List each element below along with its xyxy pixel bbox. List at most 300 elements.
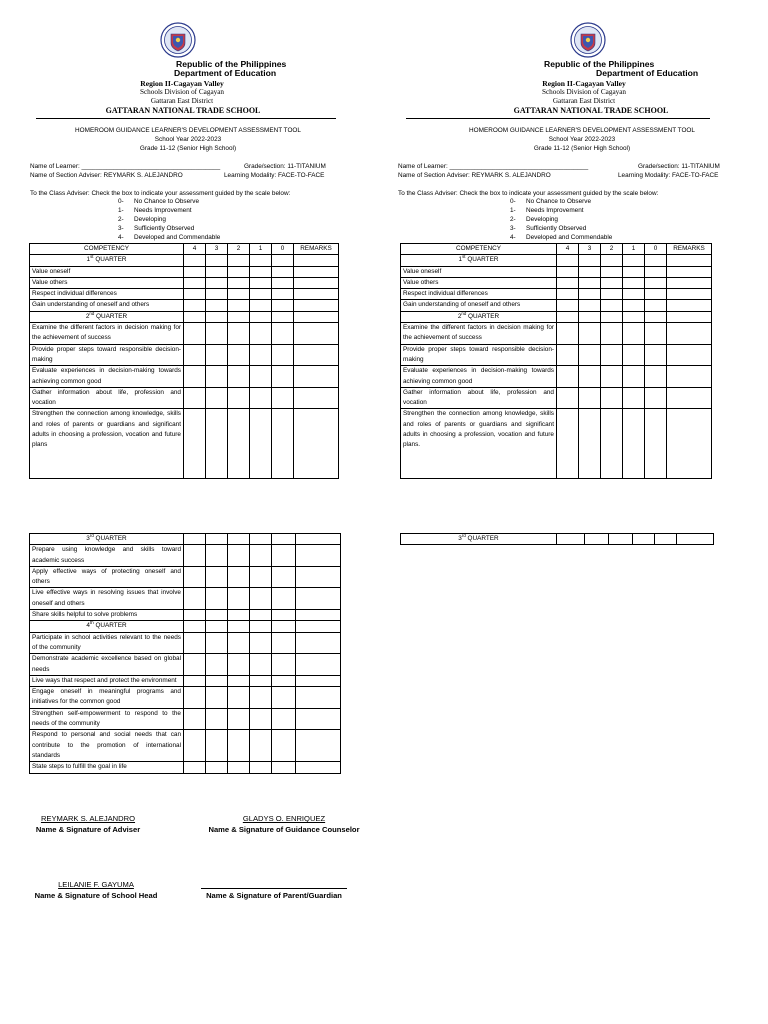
- score-cell[interactable]: [206, 323, 228, 345]
- table-row: [30, 300, 339, 311]
- remarks-cell[interactable]: [296, 632, 341, 654]
- score-cell[interactable]: [601, 266, 623, 277]
- score-cell[interactable]: [579, 266, 601, 277]
- remarks-cell[interactable]: [294, 344, 339, 366]
- score-cell[interactable]: [272, 632, 296, 654]
- learning-modality: Learning Modality: FACE-TO-FACE: [224, 172, 325, 179]
- table-row: [30, 730, 341, 762]
- score-cell[interactable]: [601, 387, 623, 409]
- table-header-row: [401, 244, 712, 255]
- score-cell[interactable]: [228, 621, 250, 632]
- remarks-cell[interactable]: [667, 409, 712, 479]
- score-cell[interactable]: [184, 300, 206, 311]
- score-cell[interactable]: [184, 632, 206, 654]
- score-cell[interactable]: [557, 323, 579, 345]
- score-cell[interactable]: [206, 545, 228, 567]
- remarks-cell[interactable]: [296, 708, 341, 730]
- score-cell[interactable]: [184, 289, 206, 300]
- score-cell[interactable]: [645, 311, 667, 322]
- score-cell[interactable]: [184, 687, 206, 709]
- score-cell[interactable]: [228, 566, 250, 588]
- district-text: Gattaran East District: [150, 97, 214, 105]
- score-cell[interactable]: [228, 366, 250, 388]
- score-cell[interactable]: [228, 387, 250, 409]
- remarks-cell[interactable]: [296, 762, 341, 773]
- school-name: GATTARAN NATIONAL TRADE SCHOOL: [105, 106, 261, 115]
- table-row: [30, 588, 341, 610]
- score-cell[interactable]: [228, 266, 250, 277]
- score-cell[interactable]: [601, 300, 623, 311]
- competency-cell: Value others: [401, 277, 557, 288]
- assessment-table-continued: [29, 533, 341, 774]
- score-cell[interactable]: [184, 344, 206, 366]
- score-cell[interactable]: [645, 409, 667, 479]
- score-cell[interactable]: [250, 687, 272, 709]
- score-cell[interactable]: [250, 255, 272, 266]
- score-cell[interactable]: [228, 409, 250, 479]
- competency-cell: Gather information about life, profession and vocation: [401, 387, 557, 409]
- counselor-signature-caption: Name & Signature of Guidance Counselor: [208, 825, 360, 834]
- scale-item: 1- Needs Improvement: [118, 207, 192, 214]
- score-cell[interactable]: [206, 654, 228, 676]
- score-cell[interactable]: [272, 344, 294, 366]
- counselor-signature-name: GLADYS O. ENRIQUEZ: [242, 814, 326, 823]
- table-row: [30, 632, 341, 654]
- score-cell[interactable]: [623, 300, 645, 311]
- score-cell[interactable]: [250, 632, 272, 654]
- score-cell[interactable]: [184, 366, 206, 388]
- competency-cell: Participate in school activities relevant to the needs of the community: [30, 632, 184, 654]
- remarks-cell[interactable]: [667, 289, 712, 300]
- table-row: [30, 344, 339, 366]
- score-cell[interactable]: [601, 255, 623, 266]
- score-cell[interactable]: [557, 255, 579, 266]
- score-cell[interactable]: [228, 762, 250, 773]
- score-cell[interactable]: [228, 610, 250, 621]
- score-cell[interactable]: [272, 762, 296, 773]
- score-cell[interactable]: [272, 675, 296, 686]
- score-cell[interactable]: [206, 311, 228, 322]
- instruction-text: To the Class Adviser: Check the box to indicate your assessment guided by the scale below:: [30, 190, 291, 197]
- score-cell[interactable]: [250, 323, 272, 345]
- assessment-table: [29, 243, 339, 479]
- remarks-cell[interactable]: [296, 566, 341, 588]
- score-header-2: 2: [228, 244, 250, 255]
- competency-cell: Value oneself: [30, 266, 184, 277]
- score-cell[interactable]: [228, 311, 250, 322]
- remarks-cell[interactable]: [294, 366, 339, 388]
- score-cell[interactable]: [623, 277, 645, 288]
- score-header-0: 0: [272, 244, 294, 255]
- score-cell[interactable]: [601, 409, 623, 479]
- header-divider: [36, 118, 336, 119]
- remarks-cell[interactable]: [296, 654, 341, 676]
- division-text: Schools Division of Cagayan: [139, 88, 225, 96]
- remarks-cell[interactable]: [296, 687, 341, 709]
- score-cell[interactable]: [250, 566, 272, 588]
- remarks-header: REMARKS: [294, 244, 339, 255]
- table-row: [401, 387, 712, 409]
- score-cell[interactable]: [206, 289, 228, 300]
- score-cell[interactable]: [228, 255, 250, 266]
- score-cell[interactable]: [623, 409, 645, 479]
- remarks-cell[interactable]: [677, 534, 714, 545]
- scale-item: 1- Needs Improvement: [510, 207, 584, 214]
- score-cell[interactable]: [250, 409, 272, 479]
- score-cell[interactable]: [228, 277, 250, 288]
- score-cell[interactable]: [206, 730, 228, 762]
- score-cell[interactable]: [623, 323, 645, 345]
- table-row: [30, 409, 339, 479]
- competency-cell: Demonstrate academic excellence based on global needs: [30, 654, 184, 676]
- score-cell[interactable]: [228, 300, 250, 311]
- score-cell[interactable]: [272, 534, 296, 545]
- department-title: Department of Education: [174, 68, 277, 78]
- score-cell[interactable]: [557, 277, 579, 288]
- score-cell[interactable]: [250, 277, 272, 288]
- score-cell[interactable]: [250, 621, 272, 632]
- remarks-cell[interactable]: [294, 387, 339, 409]
- score-cell[interactable]: [250, 387, 272, 409]
- score-cell[interactable]: [184, 621, 206, 632]
- competency-cell: Respond to personal and social needs that can contribute to the promotion of international standards: [30, 730, 184, 762]
- school-head-signature-name: LEILANIE F. GAYUMA: [58, 880, 134, 889]
- score-cell[interactable]: [579, 344, 601, 366]
- score-cell[interactable]: [623, 366, 645, 388]
- scale-item: 3- Sufficiently Observed: [510, 225, 587, 232]
- score-cell[interactable]: [623, 255, 645, 266]
- remarks-cell[interactable]: [667, 266, 712, 277]
- table-row: [401, 289, 712, 300]
- score-cell[interactable]: [272, 654, 296, 676]
- score-cell[interactable]: [184, 730, 206, 762]
- score-cell[interactable]: [184, 610, 206, 621]
- score-cell[interactable]: [184, 708, 206, 730]
- score-cell[interactable]: [557, 387, 579, 409]
- remarks-cell[interactable]: [667, 366, 712, 388]
- score-cell[interactable]: [206, 588, 228, 610]
- remarks-cell[interactable]: [294, 266, 339, 277]
- score-cell[interactable]: [250, 730, 272, 762]
- score-cell[interactable]: [250, 300, 272, 311]
- score-cell[interactable]: [579, 409, 601, 479]
- region-text: Region II-Cagayan Valley: [542, 79, 626, 88]
- score-cell[interactable]: [557, 289, 579, 300]
- score-header-4: 4: [557, 244, 579, 255]
- score-cell[interactable]: [250, 708, 272, 730]
- score-cell[interactable]: [601, 323, 623, 345]
- score-cell[interactable]: [272, 366, 294, 388]
- competency-cell: Evaluate experiences in decision-making towards achieving common good: [30, 366, 184, 388]
- score-cell[interactable]: [250, 344, 272, 366]
- remarks-cell[interactable]: [296, 730, 341, 762]
- grade-level: Grade 11-12 (Senior High School): [533, 145, 631, 152]
- score-cell[interactable]: [206, 409, 228, 479]
- score-cell[interactable]: [272, 266, 294, 277]
- score-cell[interactable]: [272, 409, 294, 479]
- instruction-text: To the Class Adviser: Check the box to indicate your assessment guided by the scale below:: [398, 190, 659, 197]
- parent-signature-caption: Name & Signature of Parent/Guardian: [206, 891, 342, 900]
- quarter-label: 3rd QUARTER: [401, 534, 557, 545]
- score-cell[interactable]: [228, 534, 250, 545]
- score-cell[interactable]: [206, 277, 228, 288]
- parent-signature-line[interactable]: [201, 888, 347, 889]
- quarter-label: 2nd QUARTER: [401, 311, 557, 322]
- score-cell[interactable]: [272, 277, 294, 288]
- competency-cell: Live ways that respect and protect the environment: [30, 675, 184, 686]
- score-header-3: 3: [579, 244, 601, 255]
- competency-cell: Live effective ways in resolving issues that involve oneself and others: [30, 588, 184, 610]
- score-cell[interactable]: [206, 708, 228, 730]
- score-cell[interactable]: [250, 311, 272, 322]
- school-year: School Year 2022-2023: [548, 136, 616, 143]
- remarks-cell[interactable]: [294, 311, 339, 322]
- score-cell[interactable]: [272, 588, 296, 610]
- remarks-cell[interactable]: [294, 409, 339, 479]
- score-cell[interactable]: [206, 566, 228, 588]
- learner-name-line: Name of Learner: _______________________________________: [398, 163, 589, 170]
- score-cell[interactable]: [250, 654, 272, 676]
- score-cell[interactable]: [250, 534, 272, 545]
- score-cell[interactable]: [601, 277, 623, 288]
- score-cell[interactable]: [579, 366, 601, 388]
- table-row: [30, 366, 339, 388]
- table-row: [401, 344, 712, 366]
- score-cell[interactable]: [272, 387, 294, 409]
- score-cell[interactable]: [184, 762, 206, 773]
- score-cell[interactable]: [272, 621, 296, 632]
- score-cell[interactable]: [184, 311, 206, 322]
- remarks-cell[interactable]: [667, 344, 712, 366]
- score-cell[interactable]: [557, 366, 579, 388]
- quarter-label: 1st QUARTER: [30, 255, 184, 266]
- remarks-cell[interactable]: [296, 545, 341, 567]
- score-cell[interactable]: [579, 277, 601, 288]
- remarks-cell[interactable]: [296, 675, 341, 686]
- remarks-cell[interactable]: [667, 311, 712, 322]
- score-cell[interactable]: [579, 300, 601, 311]
- score-cell[interactable]: [557, 344, 579, 366]
- score-cell[interactable]: [206, 534, 228, 545]
- table-row: [30, 323, 339, 345]
- remarks-cell[interactable]: [294, 289, 339, 300]
- score-cell[interactable]: [272, 545, 296, 567]
- score-header-1: 1: [623, 244, 645, 255]
- score-cell[interactable]: [206, 255, 228, 266]
- score-cell[interactable]: [206, 632, 228, 654]
- remarks-cell[interactable]: [294, 300, 339, 311]
- score-cell[interactable]: [250, 366, 272, 388]
- score-cell[interactable]: [206, 387, 228, 409]
- score-cell[interactable]: [579, 289, 601, 300]
- score-cell[interactable]: [206, 621, 228, 632]
- score-cell[interactable]: [557, 311, 579, 322]
- quarter-row: [401, 255, 712, 266]
- score-cell[interactable]: [557, 409, 579, 479]
- quarter-row: [401, 311, 712, 322]
- division-text: Schools Division of Cagayan: [541, 88, 627, 96]
- score-cell[interactable]: [184, 534, 206, 545]
- adviser-signature-caption: Name & Signature of Adviser: [35, 825, 141, 834]
- scale-item: 4- Developed and Commendable: [510, 234, 613, 241]
- score-cell[interactable]: [579, 387, 601, 409]
- adviser-line: Name of Section Adviser: REYMARK S. ALEJANDRO: [30, 172, 183, 179]
- table-row: [30, 566, 341, 588]
- rating-scale-legend: [118, 197, 220, 242]
- department-title: Department of Education: [596, 68, 699, 78]
- score-cell[interactable]: [206, 344, 228, 366]
- score-cell[interactable]: [228, 632, 250, 654]
- score-cell[interactable]: [250, 610, 272, 621]
- score-cell[interactable]: [184, 545, 206, 567]
- region-text: Region II-Cagayan Valley: [140, 79, 224, 88]
- scale-item: 0- No Chance to Observe: [118, 198, 200, 205]
- score-cell[interactable]: [206, 687, 228, 709]
- score-cell[interactable]: [228, 708, 250, 730]
- score-cell[interactable]: [184, 323, 206, 345]
- score-cell[interactable]: [272, 255, 294, 266]
- score-cell[interactable]: [557, 266, 579, 277]
- score-cell[interactable]: [579, 323, 601, 345]
- score-cell[interactable]: [184, 566, 206, 588]
- score-cell[interactable]: [272, 323, 294, 345]
- score-cell[interactable]: [228, 289, 250, 300]
- score-cell[interactable]: [601, 344, 623, 366]
- score-cell[interactable]: [184, 255, 206, 266]
- score-cell[interactable]: [645, 366, 667, 388]
- remarks-cell[interactable]: [294, 255, 339, 266]
- score-cell[interactable]: [206, 610, 228, 621]
- score-cell[interactable]: [206, 366, 228, 388]
- quarter-row: [401, 534, 714, 545]
- score-cell[interactable]: [645, 344, 667, 366]
- table-row: [30, 687, 341, 709]
- remarks-cell[interactable]: [296, 621, 341, 632]
- score-cell[interactable]: [601, 366, 623, 388]
- score-cell[interactable]: [184, 387, 206, 409]
- remarks-cell[interactable]: [667, 387, 712, 409]
- score-cell[interactable]: [228, 675, 250, 686]
- score-cell[interactable]: [623, 289, 645, 300]
- score-cell[interactable]: [250, 545, 272, 567]
- score-cell[interactable]: [645, 266, 667, 277]
- grade-section: Grade/section: 11-TITANIUM: [638, 163, 720, 170]
- score-cell[interactable]: [206, 675, 228, 686]
- score-cell[interactable]: [272, 610, 296, 621]
- remarks-cell[interactable]: [296, 534, 341, 545]
- competency-header: COMPETENCY: [30, 244, 184, 255]
- score-cell[interactable]: [623, 266, 645, 277]
- score-cell[interactable]: [609, 534, 633, 545]
- score-cell[interactable]: [645, 289, 667, 300]
- table-row: [30, 610, 341, 621]
- score-cell[interactable]: [623, 311, 645, 322]
- score-cell[interactable]: [184, 675, 206, 686]
- adviser-line: Name of Section Adviser: REYMARK S. ALEJANDRO: [398, 172, 551, 179]
- competency-cell: Provide proper steps toward responsible decision-making: [401, 344, 557, 366]
- score-cell[interactable]: [228, 588, 250, 610]
- score-cell[interactable]: [579, 311, 601, 322]
- score-cell[interactable]: [250, 762, 272, 773]
- score-cell[interactable]: [272, 289, 294, 300]
- score-cell[interactable]: [645, 255, 667, 266]
- score-cell[interactable]: [623, 387, 645, 409]
- score-cell[interactable]: [250, 266, 272, 277]
- score-cell[interactable]: [645, 387, 667, 409]
- score-cell[interactable]: [272, 566, 296, 588]
- table-row: [401, 323, 712, 345]
- score-cell[interactable]: [228, 545, 250, 567]
- assessment-table-continued: [400, 533, 714, 545]
- score-cell[interactable]: [250, 588, 272, 610]
- deped-seal-logo: [570, 22, 606, 58]
- score-cell[interactable]: [184, 654, 206, 676]
- table-row: [401, 366, 712, 388]
- quarter-row: [30, 534, 341, 545]
- score-cell[interactable]: [557, 534, 585, 545]
- score-cell[interactable]: [601, 289, 623, 300]
- score-cell[interactable]: [645, 323, 667, 345]
- score-cell[interactable]: [579, 255, 601, 266]
- score-cell[interactable]: [206, 762, 228, 773]
- competency-cell: Examine the different factors in decision making for the achievement of success: [30, 323, 184, 345]
- remarks-cell[interactable]: [294, 277, 339, 288]
- score-cell[interactable]: [272, 300, 294, 311]
- remarks-cell[interactable]: [296, 610, 341, 621]
- competency-cell: State steps to fulfill the goal in life: [30, 762, 184, 773]
- score-cell[interactable]: [272, 311, 294, 322]
- competency-cell: Share skills helpful to solve problems: [30, 610, 184, 621]
- remarks-cell[interactable]: [667, 323, 712, 345]
- score-cell[interactable]: [557, 300, 579, 311]
- score-cell[interactable]: [585, 534, 609, 545]
- score-cell[interactable]: [206, 300, 228, 311]
- table-row: [401, 409, 712, 479]
- score-cell[interactable]: [272, 730, 296, 762]
- score-cell[interactable]: [228, 323, 250, 345]
- score-cell[interactable]: [250, 289, 272, 300]
- score-cell[interactable]: [623, 344, 645, 366]
- score-cell[interactable]: [184, 277, 206, 288]
- score-cell[interactable]: [228, 730, 250, 762]
- score-cell[interactable]: [228, 344, 250, 366]
- score-cell[interactable]: [633, 534, 655, 545]
- remarks-cell[interactable]: [667, 255, 712, 266]
- score-cell[interactable]: [184, 409, 206, 479]
- score-cell[interactable]: [645, 277, 667, 288]
- remarks-cell[interactable]: [296, 588, 341, 610]
- score-header-1: 1: [250, 244, 272, 255]
- score-cell[interactable]: [655, 534, 677, 545]
- score-cell[interactable]: [272, 687, 296, 709]
- remarks-cell[interactable]: [667, 300, 712, 311]
- score-cell[interactable]: [184, 266, 206, 277]
- score-cell[interactable]: [645, 300, 667, 311]
- remarks-cell[interactable]: [294, 323, 339, 345]
- score-cell[interactable]: [250, 675, 272, 686]
- score-cell[interactable]: [228, 654, 250, 676]
- score-header-4: 4: [184, 244, 206, 255]
- score-cell[interactable]: [184, 588, 206, 610]
- learner-name-line: Name of Learner: _______________________________________: [30, 163, 221, 170]
- score-cell[interactable]: [601, 311, 623, 322]
- quarter-row: [30, 311, 339, 322]
- score-cell[interactable]: [228, 687, 250, 709]
- score-cell[interactable]: [272, 708, 296, 730]
- table-row: [401, 300, 712, 311]
- remarks-cell[interactable]: [667, 277, 712, 288]
- score-cell[interactable]: [206, 266, 228, 277]
